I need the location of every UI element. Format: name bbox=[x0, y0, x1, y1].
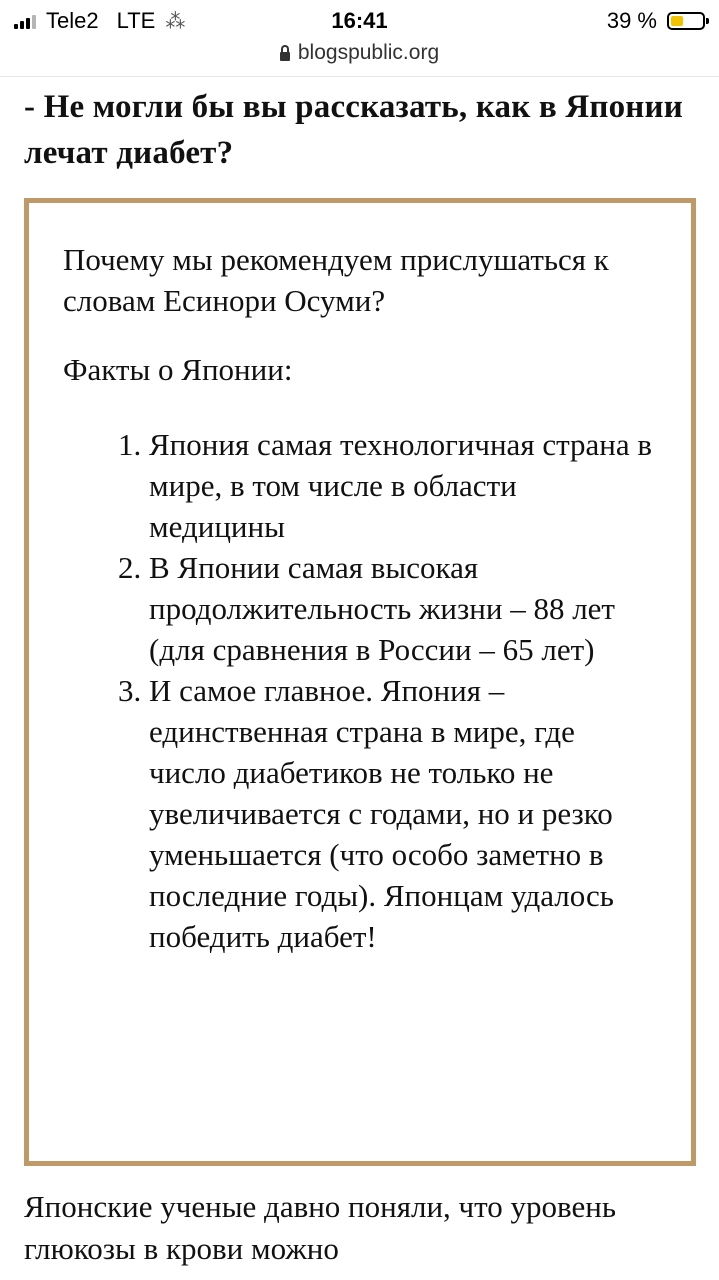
article-content bbox=[24, 84, 699, 1266]
status-right bbox=[607, 6, 705, 36]
address-domain: blogspublic.org bbox=[297, 41, 440, 64]
fact-item: 1. Япония самая технологичная страна в мире, в том числе в области медицины bbox=[149, 424, 657, 547]
facts-list bbox=[63, 424, 657, 957]
browser-status-bar bbox=[0, 0, 719, 77]
status-time: 16:41 bbox=[331, 8, 388, 33]
box-question: Почему мы рекомендуем прислушаться к словам Есинори Осуми? bbox=[63, 242, 609, 318]
battery-tip bbox=[706, 18, 709, 24]
address-bar[interactable] bbox=[0, 38, 719, 68]
facts-title: Факты о Японии: bbox=[63, 352, 293, 387]
highlight-box bbox=[24, 198, 696, 1166]
battery-icon bbox=[667, 12, 705, 30]
network-type: LTE bbox=[116, 8, 156, 33]
battery-fill bbox=[671, 16, 683, 26]
fact-item: 2. В Японии самая высокая продолжительность жизни – 88 лет (для сравнения в России – 65 лет) bbox=[149, 547, 657, 670]
article-paragraph: Японские ученые давно поняли, что уровень глюкозы в крови можно bbox=[24, 1189, 616, 1266]
lock-icon bbox=[280, 52, 290, 61]
article-heading: - Не могли бы вы рассказать, как в Японии лечат диабет? bbox=[24, 89, 683, 171]
battery-percent: 39 % bbox=[606, 8, 657, 33]
loading-activity-icon: ⁂ bbox=[165, 10, 186, 33]
fact-item: 3. И самое главное. Япония – единственная страна в мире, где число диабетиков не только не увеличивается с годами, но и резко уменьшается (что особо заметно в последние годы). Японцам удалось победить диабет! bbox=[149, 670, 657, 957]
carrier-name: Tele2 bbox=[46, 8, 99, 33]
